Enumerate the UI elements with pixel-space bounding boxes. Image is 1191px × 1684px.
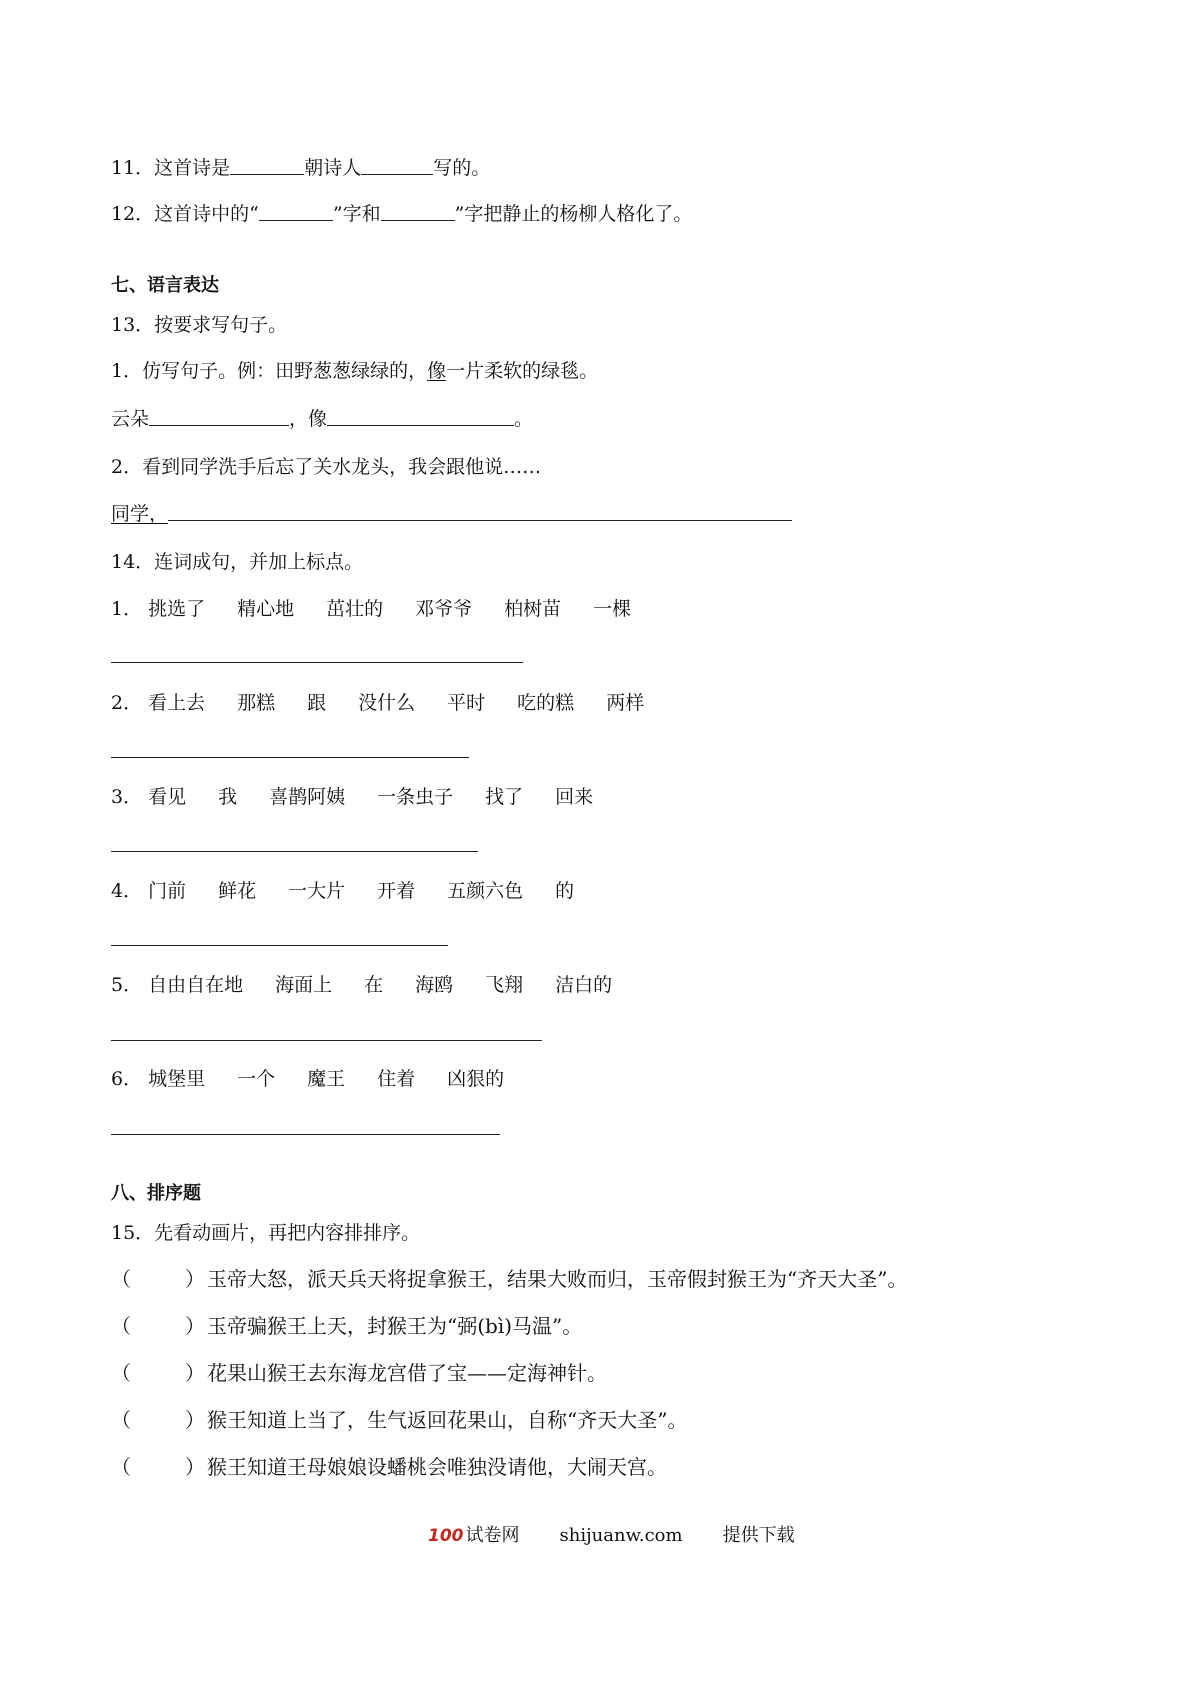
q14-item-2-word: 那糕 [237,692,276,714]
q14-item-1-word: 柏树苗 [504,598,562,620]
q14-item-2-word: 看上去 [148,692,206,714]
q14-item-4-word: 一大片 [288,880,346,902]
q15-item-3 [111,1359,607,1387]
q15-item-2 [111,1312,582,1340]
q11-text-suffix: 写的。 [433,157,491,179]
q15-item-1-text: 玉帝大怒，派天兵天将捉拿猴王，结果大败而归，玉帝假封猴王为“齐天大圣”。 [207,1267,908,1291]
q15-item-4-text: 猴王知道上当了，生气返回花果山，自称“齐天大圣”。 [207,1408,688,1432]
q14-item-1-answer-line[interactable] [111,662,523,663]
q14-item-1-word: 邓爷爷 [415,598,473,620]
q14-item-2-number: 2． [111,692,143,714]
q12-text-suffix: ”字把静止的杨柳人格化了。 [454,203,693,225]
q14-item-6-word: 城堡里 [148,1068,206,1090]
q14-item-1-word: 挑选了 [148,598,206,620]
question-11 [111,154,490,182]
q14-item-1-word: 茁壮的 [326,598,384,620]
q14-item-1-word: 精心地 [237,598,295,620]
q11-text-mid: 朝诗人 [304,157,362,179]
q14-item-4-number: 4． [111,880,143,902]
q14-item-1-word: 一棵 [593,598,632,620]
q13-fill1-blank-2[interactable] [327,407,514,426]
question-12 [111,200,692,228]
q13-fill1-c: 。 [514,408,534,430]
q14-item-5-word: 飞翔 [485,974,524,996]
q13-fill1-blank-1[interactable] [149,407,289,426]
q13-sub1-fill [111,405,533,433]
q14-item-3-answer-line[interactable] [111,851,478,852]
q12-text-prefix: 12．这首诗中的“ [111,203,259,225]
q15-item-5-text: 猴王知道王母娘娘设蟠桃会唯独没请他，大闹天宫。 [207,1455,667,1479]
q12-text-mid: ”字和 [332,203,381,225]
q14-item-5-word: 海鸥 [415,974,454,996]
q14-item-3-word: 一条虫子 [377,786,454,808]
paren-close: ） [185,1361,205,1385]
question-13-title: 13．按要求写句子。 [111,314,288,336]
paren-close: ） [185,1267,205,1291]
site-domain-link[interactable]: shijuanw.com [559,1525,683,1546]
q15-item-4 [111,1406,687,1434]
paren-open: （ [111,1361,131,1385]
q14-item-2-word: 跟 [307,692,327,714]
q14-item-4-word: 鲜花 [218,880,257,902]
q15-item-1-answer-box[interactable] [111,1265,207,1293]
q15-item-5 [111,1453,667,1481]
q14-item-2-answer-line[interactable] [111,757,469,758]
q14-item-3-number: 3． [111,786,143,808]
site-name: 试卷网 [465,1525,520,1546]
paren-close: ） [185,1408,205,1432]
page-footer [428,1523,795,1549]
q14-item-4 [111,877,574,905]
q14-item-5-word: 海面上 [275,974,333,996]
paren-open: （ [111,1314,131,1338]
q14-item-5-word: 自由自在地 [148,974,244,996]
q14-item-6 [111,1065,504,1093]
section-7-heading: 七、语言表达 [111,275,219,296]
q14-item-6-answer-line[interactable] [111,1134,500,1135]
q14-item-5-word: 在 [364,974,384,996]
site-logo: 100 [428,1526,464,1546]
q11-text-prefix: 11．这首诗是 [111,157,231,179]
q14-item-3-word: 找了 [485,786,524,808]
q11-blank-dynasty[interactable] [230,156,304,175]
q14-item-3-word: 我 [218,786,238,808]
q14-item-4-answer-line[interactable] [111,945,448,946]
q14-item-5-word: 洁白的 [555,974,613,996]
q11-blank-poet[interactable] [361,156,433,175]
q12-blank-2[interactable] [381,202,455,221]
q15-item-3-answer-box[interactable] [111,1359,207,1387]
q14-item-3-word: 看见 [148,786,187,808]
q14-item-2-word: 吃的糕 [517,692,575,714]
q14-item-6-word: 住着 [377,1068,416,1090]
q14-item-5 [111,971,612,999]
paren-open: （ [111,1267,131,1291]
q15-item-2-answer-box[interactable] [111,1312,207,1340]
q14-item-1-number: 1． [111,598,143,620]
question-14-title: 14．连词成句，并加上标点。 [111,551,364,573]
q14-item-4-word: 门前 [148,880,187,902]
q14-item-2 [111,689,644,717]
q14-item-2-word: 平时 [447,692,486,714]
q13-sub2-fill [111,500,792,528]
q14-item-3-word: 喜鹊阿姨 [269,786,346,808]
paren-close: ） [185,1455,205,1479]
q14-item-6-number: 6． [111,1068,143,1090]
q13-fill2-blank[interactable] [168,502,792,521]
paren-close: ） [185,1314,205,1338]
paren-open: （ [111,1408,131,1432]
q14-item-4-word: 五颜六色 [447,880,524,902]
q14-item-5-answer-line[interactable] [111,1040,542,1041]
q13-fill1-a: 云朵 [111,408,150,430]
q14-item-3-word: 回来 [555,786,594,808]
section-8-heading: 八、排序题 [111,1183,201,1204]
q14-item-5-number: 5． [111,974,143,996]
question-15-title: 15．先看动画片，再把内容排排序。 [111,1222,421,1244]
q15-item-2-text: 玉帝骗猴王上天，封猴王为“弼(bì)马温”。 [207,1314,583,1338]
q14-item-3 [111,783,593,811]
paren-open: （ [111,1455,131,1479]
q15-item-5-answer-box[interactable] [111,1453,207,1481]
q14-item-4-word: 的 [555,880,575,902]
q14-item-6-word: 凶狠的 [447,1068,505,1090]
q15-item-4-answer-box[interactable] [111,1406,207,1434]
q12-blank-1[interactable] [259,202,333,221]
q13-sub1-text-b: 一片柔软的绿毯。 [446,360,599,382]
q14-item-6-word: 魔王 [307,1068,346,1090]
q13-sub2-instruction: 2．看到同学洗手后忘了关水龙头，我会跟他说…… [111,456,542,478]
q14-item-2-word: 两样 [606,692,645,714]
q13-sub1-text-a: 1．仿写句子。例：田野葱葱绿绿的， [111,360,428,382]
q13-fill2-a: 同学， [111,503,169,525]
q14-item-2-word: 没什么 [358,692,416,714]
footer-note: 提供下载 [722,1525,795,1546]
q13-sub1-underlined: 像 [427,360,447,382]
q14-item-6-word: 一个 [237,1068,276,1090]
q13-fill1-b: ，像 [289,408,328,430]
q13-sub1-instruction [111,357,598,385]
q15-item-3-text: 花果山猴王去东海龙宫借了宝——定海神针。 [207,1361,607,1385]
q14-item-4-word: 开着 [377,880,416,902]
q14-item-1 [111,595,631,623]
q15-item-1 [111,1265,907,1293]
